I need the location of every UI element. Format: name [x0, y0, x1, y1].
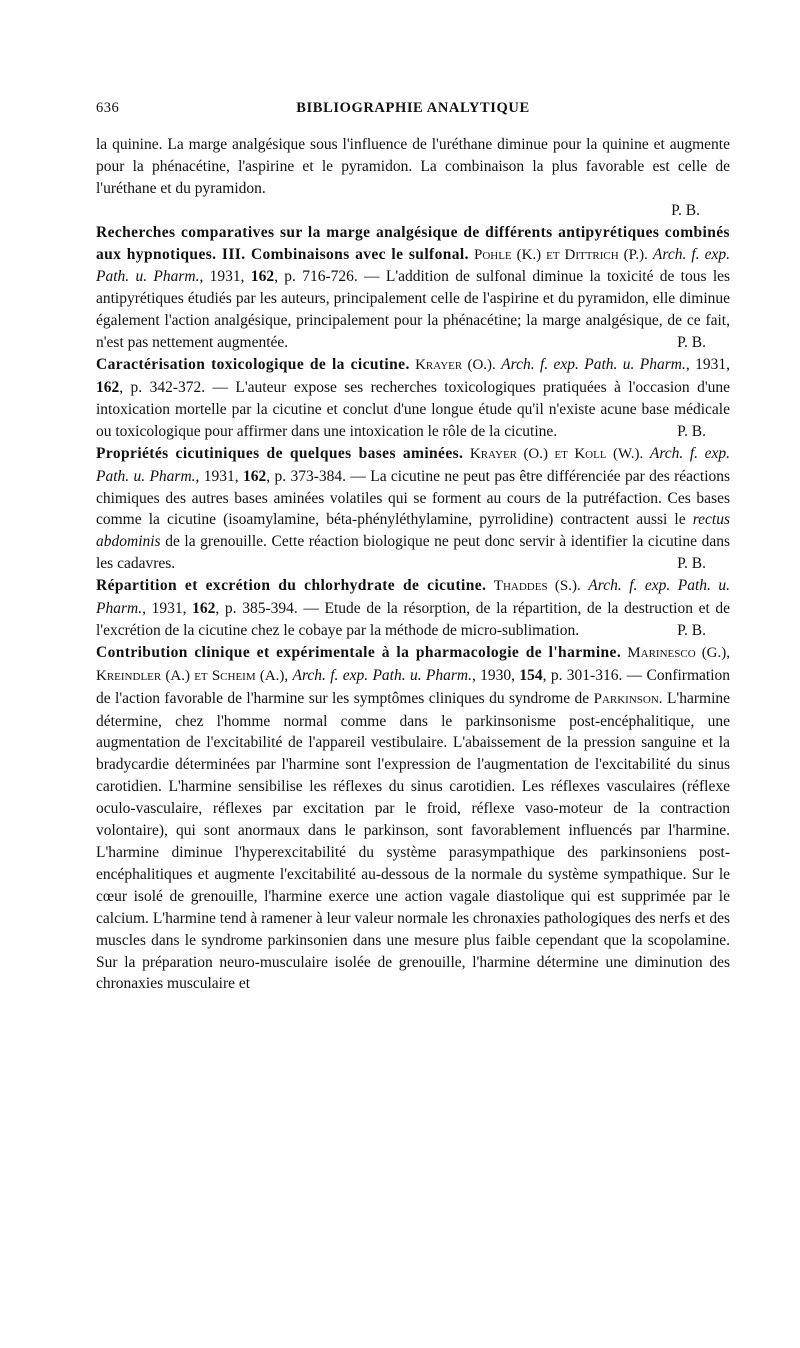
entry-abstract-emphasis: rectus abdominis: [96, 511, 731, 551]
intro-signature: P. B.: [671, 201, 700, 219]
bibliography-entry: Propriétés cicutiniques de quelques bases aminées. Krayer (O.) et Koll (W.). Arch. f. exp. Path. u. Pharm., 1931, 162, p. 373-384. — La cicutine ne peut pas être différenciée par des réactions chimiques des autres bases aminées volatiles qui se forment au cours de la putréfaction. Ces bases comme la cicutine (isoamylamine, béta-phényléthylamine, pyrrolidine) contractent aussi le rectus abdominis de la grenouille. Cette réaction biologique ne peut donc servir à identifier la cicutine dans les cadavres. P. B.: [96, 443, 730, 575]
entry-authors: Marinesco (G.), Kreindler (A.) et Scheim (A.),: [96, 644, 731, 684]
entry-year: 1930: [480, 666, 512, 684]
entry-year: 1931: [695, 356, 727, 374]
entry-authors: Krayer (O.) et Koll (W.).: [469, 445, 644, 462]
entry-pages: p. 385-394.: [224, 600, 298, 618]
entry-journal: Arch. f. exp. Path. u. Pharm.: [292, 666, 472, 684]
entry-volume: 162: [192, 600, 216, 618]
entry-pages: p. 301-316.: [550, 666, 623, 684]
entry-journal: Arch. f. exp. Path. u. Pharm.: [501, 356, 686, 374]
entry-volume: 162: [96, 378, 120, 396]
page-number: 636: [96, 100, 120, 116]
entry-abstract-continued: L'harmine détermine, chez l'homme normal comme dans le parkinsonisme post-encéphalitique, une augmentation de l'excitabilité de l'appareil vestibulaire. L'abaissement de la pression sanguine et la bradycardie déterminées par l'harmine sont l'expression de l'augmentation de l'excitabilité du sinus carotidien. L'harmine sensibilise les réflexes du sinus carotidien. Les réflexes vasculaires (réflexe oculo-vasculaire, réflexes par excitation par le froid, réflexe vaso-moteur de la contraction volontaire), qui sont anormaux dans le parkinson, sont favorablement influencés par l'harmine. L'harmine diminue l'hyperexcitabilité du système parasympathique des parkinsoniens post-encéphalitiques et augmente l'excitabilité au-dessous de la normale du système sympathique. Sur le cœur isolé de grenouille, l'harmine exerce une action vagale diastolique qui est supprimée par le calcium. L'harmine tend à ramener à leur valeur normale les chronaxies pathologiques des nerfs et des muscles dans le syndrome parkinsonien dans une mesure plus faible cependant que la scopolamine. Sur la préparation neuro-musculaire isolée de grenouille, l'harmine détermine une diminution des chronaxies musculaire et: [96, 689, 731, 993]
entry-abstract: — Confirmation de l'action favorable de l'harmine sur les symptômes cliniques du syndrome de: [96, 666, 731, 707]
entry-journal: Arch. f. exp. Path. u. Pharm.: [96, 577, 731, 618]
entry-signature: P. B.: [677, 621, 706, 639]
entry-authors: Thaddes (S.).: [493, 578, 581, 595]
bibliography-entry: Répartition et excrétion du chlorhydrate de cicutine. Thaddes (S.). Arch. f. exp. Path. u. Pharm., 1931, 162, p. 385-394. — Etude de la résorption, de la répartition, de la destruction et de l'excrétion de la cicutine chez le cobaye par la méthode de micro-sublimation. P. B.: [96, 575, 730, 642]
entry-volume: 162: [243, 467, 267, 485]
entry-journal: Arch. f. exp. Path. u. Pharm.: [96, 444, 730, 485]
entry-pages: p. 342-372.: [130, 378, 206, 396]
entry-signature: P. B.: [677, 422, 706, 440]
entry-abstract: — La cicutine ne peut pas être différenciée par des réactions chimiques des autres bases aminées volatiles qui se forment au cours de la putréfaction. Ces bases comme la cicutine (isoamylamine, béta-phényléthylamine, pyrrolidine) contractent aussi le: [96, 467, 731, 529]
entry-volume: 154: [519, 666, 543, 684]
entry-journal: Arch. f. exp. Path. u. Pharm.: [96, 245, 731, 286]
bibliography-entry: Contribution clinique et expérimentale à la pharmacologie de l'harmine. Marinesco (G.), Kreindler (A.) et Scheim (A.), Arch. f. exp. Path. u. Pharm., 1930, 154, p. 301-316. — Confirmation de l'action favorable de l'harmine sur les symptômes cliniques du syndrome de Parkinson. L'harmine détermine, chez l'homme normal comme dans le parkinsonisme post-encéphalitique, une augmentation de l'excitabilité de l'appareil vestibulaire. L'abaissement de la pression sanguine et la bradycardie déterminées par l'harmine sont l'expression de l'augmentation de l'excitabilité du sinus carotidien. L'harmine sensibilise les réflexes du sinus carotidien. Les réflexes vasculaires (réflexe oculo-vasculaire, réflexes par excitation par le froid, réflexe vaso-moteur de la contraction volontaire), qui sont anormaux dans le parkinson, sont favorablement influencés par l'harmine. L'harmine diminue l'hyperexcitabilité du système parasympathique des parkinsoniens post-encéphalitiques et augmente l'excitabilité au-dessous de la normale du système sympathique. Sur le cœur isolé de grenouille, l'harmine exerce une action vagale diastolique qui est supprimée par le calcium. L'harmine tend à ramener à leur valeur normale les chronaxies pathologiques des nerfs et des muscles dans le syndrome parkinsonien dans une mesure plus faible cependant que la scopolamine. Sur la préparation neuro-musculaire isolée de grenouille, l'harmine détermine une diminution des chronaxies musculaire et: [96, 643, 731, 993]
entry-abstract-continued: de la grenouille. Cette réaction biologique ne peut donc servir à identifier la cicutine dans les cadavres.: [96, 533, 730, 573]
entry-signature: P. B.: [677, 555, 706, 573]
entry-abstract: — Etude de la résorption, de la répartition, de la destruction et de l'excrétion de la cicutine chez le cobaye par la méthode de micro-sublimation.: [96, 600, 731, 639]
intro-text: la quinine. La marge analgésique sous l'influence de l'uréthane diminue pour la quinine et augmente pour la phénacétine, l'aspirine et le pyramidon. La combinaison la plus favorable est celle de l'uréthane et du pyramidon.: [96, 136, 730, 197]
entry-abstract: — L'addition de sulfonal diminue la toxicité de tous les antipyrétiques étudiés par les auteurs, principalement celle de l'aspirine et du pyramidon, elle diminue également l'action analgésique, principalement pour la phénacétine; la marge analgésique, de ce fait, n'est pas nettement augmentée.: [96, 268, 731, 352]
entry-year: 1931: [203, 467, 235, 485]
entry-pages: p. 716-726.: [284, 268, 358, 286]
entry-abstract: — L'auteur expose ses recherches toxicologiques pratiquées à l'occasion d'une intoxication mortelle par la cicutine et conclut d'une longue étude qu'il n'existe acune base médicale ou toxicologique pour affirmer dans une intoxication le rôle de la cicutine.: [96, 378, 730, 440]
entry-title: Répartition et excrétion du chlorhydrate de cicutine.: [96, 577, 487, 595]
entry-year: 1931: [209, 268, 241, 286]
entry-title: Contribution clinique et expérimentale à la pharmacologie de l'harmine.: [96, 643, 622, 661]
entry-authors: Krayer (O.).: [415, 357, 496, 374]
running-title: BIBLIOGRAPHIE ANALYTIQUE: [296, 100, 530, 116]
running-header: [96, 100, 730, 122]
entry-signature: P. B.: [677, 334, 706, 352]
bibliography-entry: Recherches comparatives sur la marge analgésique de différents antipyrétiques combinés aux hypnotiques. III. Combinaisons avec le sulfonal. Pohle (K.) et Dittrich (P.). Arch. f. exp. Path. u. Pharm., 1931, 162, p. 716-726. — L'addition de sulfonal diminue la toxicité de tous les antipyrétiques étudiés par les auteurs, principalement celle de l'aspirine et du pyramidon, elle diminue également l'action analgésique, principalement pour la phénacétine; la marge analgésique, de ce fait, n'est pas nettement augmentée. P. B.: [96, 222, 730, 354]
entry-title: Caractérisation toxicologique de la cicutine.: [96, 356, 410, 374]
entry-year: 1931: [151, 600, 183, 618]
page: [96, 100, 730, 995]
intro-paragraph: [96, 134, 730, 222]
bibliography-entry: Caractérisation toxicologique de la cicutine. Krayer (O.). Arch. f. exp. Path. u. Pharm., 1931, 162, p. 342-372. — L'auteur expose ses recherches toxicologiques pratiquées à l'occasion d'une intoxication mortelle par la cicutine et conclut d'une longue étude qu'il n'existe acune base médicale ou toxicologique pour affirmer dans une intoxication le rôle de la cicutine. P. B.: [96, 354, 730, 443]
entry-abstract-smallcaps: Parkinson.: [593, 690, 663, 707]
entry-title: Propriétés cicutiniques de quelques bases aminées.: [96, 444, 464, 462]
entry-pages: p. 373-384.: [274, 467, 347, 485]
entry-authors: Pohle (K.) et Dittrich (P.).: [473, 246, 648, 263]
entry-volume: 162: [250, 268, 275, 286]
entry-title: Recherches comparatives sur la marge analgésique de différents antipyrétiques combinés aux hypnotiques. III. Combinaisons avec le sulfonal.: [96, 223, 730, 263]
